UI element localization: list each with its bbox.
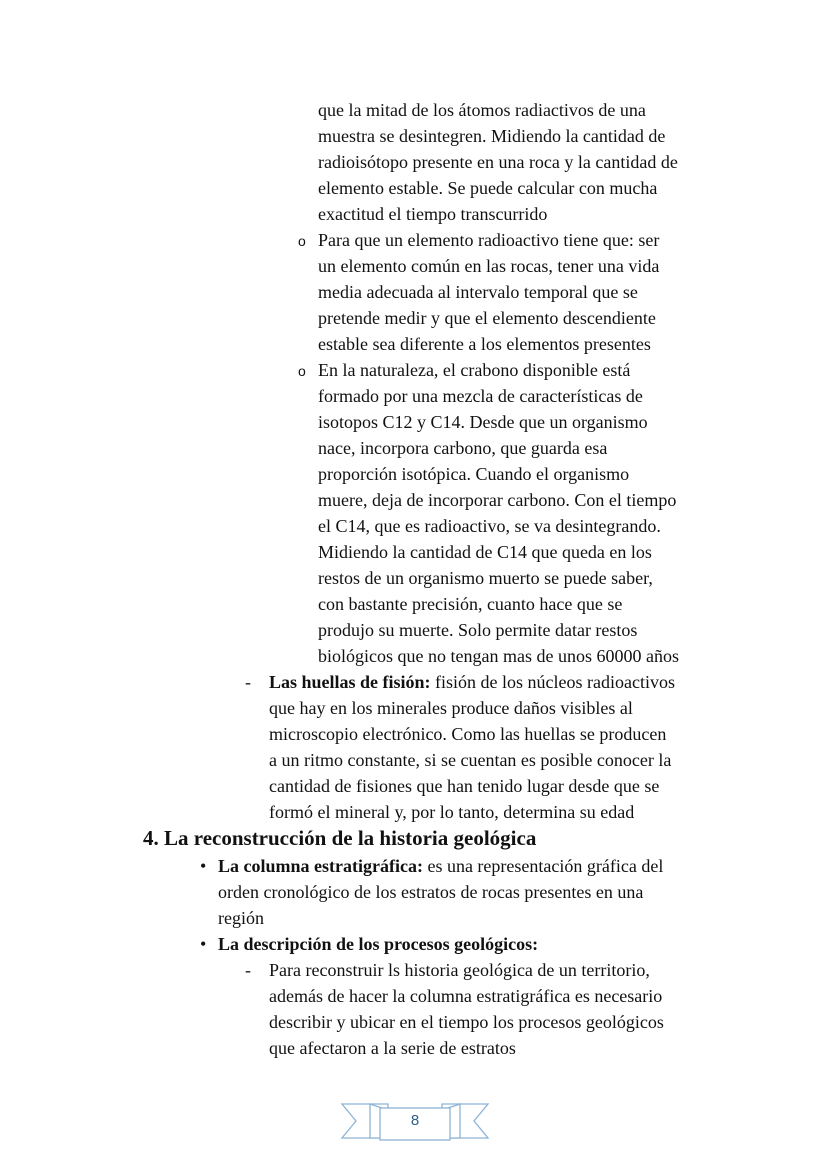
text-line	[318, 331, 659, 357]
text-line	[318, 409, 679, 435]
text-line	[269, 695, 675, 721]
text-line	[269, 1009, 664, 1035]
text-line	[318, 97, 678, 123]
paragraph	[218, 853, 663, 931]
text-line	[218, 853, 663, 879]
text-line	[269, 773, 675, 799]
text-segment: isotopos C12 y C14. Desde que un organismo	[318, 412, 648, 432]
text-segment: proporción isotópica. Cuando el organismo	[318, 464, 630, 484]
text-line	[269, 747, 675, 773]
text-line	[318, 123, 678, 149]
text-line	[318, 513, 679, 539]
page-footer	[340, 1098, 490, 1146]
text-segment: exactitud el tiempo transcurrido	[318, 204, 548, 224]
text-segment: que la mitad de los átomos radiactivos de una	[318, 100, 646, 120]
page-number: 8	[410, 1112, 420, 1129]
paragraph	[269, 957, 664, 1061]
text-line	[269, 721, 675, 747]
text-segment: región	[218, 908, 264, 928]
text-segment: que hay en los minerales produce daños visibles al	[269, 698, 633, 718]
text-segment: muere, deja de incorporar carbono. Con el tiempo	[318, 490, 677, 510]
text-line	[318, 149, 678, 175]
text-line	[269, 957, 664, 983]
text-segment: con bastante precisión, cuanto hace que se	[318, 594, 623, 614]
text-segment: Midiendo la cantidad de C14 que queda en los	[318, 542, 652, 562]
text-segment: estable sea diferente a los elementos presentes	[318, 334, 651, 354]
text-line	[318, 279, 659, 305]
text-segment: que afectaron a la serie de estratos	[269, 1038, 516, 1058]
text-segment: cantidad de fisiones que han tenido lugar desde que se	[269, 776, 660, 796]
text-segment: orden cronológico de los estratos de rocas presentes en una	[218, 882, 644, 902]
text-line	[269, 983, 664, 1009]
text-segment: microscopio electrónico. Como las huellas se producen	[269, 724, 667, 744]
text-segment: restos de un organismo muerto se puede saber,	[318, 568, 653, 588]
text-line	[269, 1035, 664, 1061]
text-line	[318, 253, 659, 279]
text-segment: elemento estable. Se puede calcular con mucha	[318, 178, 658, 198]
text-line	[318, 539, 679, 565]
text-line	[318, 617, 679, 643]
text-segment: Para que un elemento radioactivo tiene que: ser	[318, 230, 660, 250]
dash-bullet-icon: -	[245, 960, 251, 980]
text-line	[269, 669, 675, 695]
text-segment: un elemento común en las rocas, tener una vida	[318, 256, 660, 276]
text-line	[318, 175, 678, 201]
text-line	[318, 227, 659, 253]
paragraph	[269, 669, 675, 825]
term-label: La columna estratigráfica:	[218, 856, 423, 876]
section-heading: 4. La reconstrucción de la historia geológica	[143, 826, 537, 850]
text-segment: formado por una mezcla de características de	[318, 386, 643, 406]
text-line	[218, 879, 663, 905]
circle-bullet-icon: o	[298, 233, 306, 249]
text-line	[318, 305, 659, 331]
text-line	[318, 591, 679, 617]
text-line	[218, 905, 663, 931]
paragraph	[318, 97, 678, 227]
paragraph	[318, 227, 659, 357]
term-label: Las huellas de fisión:	[269, 672, 431, 692]
text-line	[318, 201, 678, 227]
text-segment: formó el mineral y, por lo tanto, determina su edad	[269, 802, 635, 822]
text-segment: media adecuada al intervalo temporal que se	[318, 282, 638, 302]
text-line	[218, 931, 538, 957]
text-line	[318, 357, 679, 383]
text-segment: Para reconstruir ls historia geológica de un territorio,	[269, 960, 650, 980]
dash-bullet-icon: -	[245, 672, 251, 692]
text-line	[318, 461, 679, 487]
text-segment: a un ritmo constante, si se cuentan es posible conocer la	[269, 750, 672, 770]
text-segment: pretende medir y que el elemento descendiente	[318, 308, 656, 328]
text-segment: produjo su muerte. Solo permite datar restos	[318, 620, 638, 640]
paragraph	[218, 931, 538, 957]
text-segment: biológicos que no tengan mas de unos 60000 años	[318, 646, 679, 666]
text-line	[269, 799, 675, 825]
text-segment: En la naturaleza, el crabono disponible está	[318, 360, 631, 380]
circle-bullet-icon: o	[298, 363, 306, 379]
text-segment: el C14, que es radioactivo, se va desintegrando.	[318, 516, 661, 536]
text-segment: fisión de los núcleos radioactivos	[430, 672, 675, 692]
text-line	[318, 435, 679, 461]
term-label: La descripción de los procesos geológicos:	[218, 934, 539, 954]
text-segment: muestra se desintegren. Midiendo la cantidad de	[318, 126, 666, 146]
text-line	[318, 643, 679, 669]
text-line	[318, 565, 679, 591]
disc-bullet-icon: •	[200, 856, 207, 876]
paragraph	[318, 357, 679, 669]
text-segment: nace, incorpora carbono, que guarda esa	[318, 438, 608, 458]
text-segment: describir y ubicar en el tiempo los procesos geológicos	[269, 1012, 664, 1032]
text-line	[318, 487, 679, 513]
text-line	[318, 383, 679, 409]
disc-bullet-icon: •	[200, 934, 207, 954]
text-segment: radioisótopo presente en una roca y la cantidad de	[318, 152, 678, 172]
text-segment: es una representación gráfica del	[422, 856, 664, 876]
text-segment: además de hacer la columna estratigráfica es necesario	[269, 986, 663, 1006]
